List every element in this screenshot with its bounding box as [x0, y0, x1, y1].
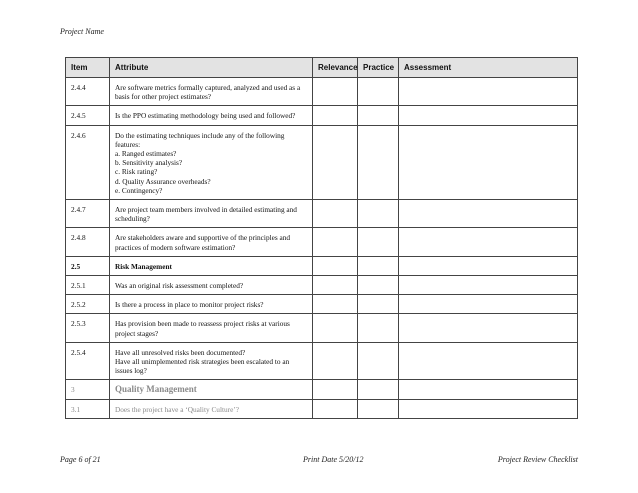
table-row [66, 295, 578, 314]
project-name-header: Project Name [60, 27, 104, 36]
relevance-cell[interactable] [313, 295, 358, 314]
item-number: 2.4.5 [66, 106, 110, 125]
item-number: 2.5.3 [66, 314, 110, 342]
attribute-text: Are software metrics formally captured, analyzed and used as a basis for other project estimates? [110, 78, 313, 106]
attribute-text: Is there a process in place to monitor project risks? [110, 295, 313, 314]
attribute-text: Are project team members involved in detailed estimating and scheduling? [110, 200, 313, 228]
practice-cell[interactable] [358, 256, 399, 275]
column-header-attribute: Attribute [110, 58, 313, 78]
print-date: Print Date 5/20/12 [303, 455, 364, 464]
practice-cell[interactable] [358, 276, 399, 295]
relevance-cell[interactable] [313, 256, 358, 275]
table-row [66, 78, 578, 106]
page-number: Page 6 of 21 [60, 455, 101, 464]
item-number: 2.4.6 [66, 125, 110, 199]
table-row [66, 399, 578, 418]
assessment-cell[interactable] [399, 106, 578, 125]
assessment-cell[interactable] [399, 380, 578, 399]
relevance-cell[interactable] [313, 125, 358, 199]
table-row [66, 125, 578, 199]
section-title: Quality Management [110, 380, 313, 399]
practice-cell[interactable] [358, 380, 399, 399]
table-row [66, 106, 578, 125]
attribute-text: Have all unresolved risks been documented? Have all unimplemented risk strategies been escalated to an issues log? [110, 342, 313, 380]
item-number: 2.4.4 [66, 78, 110, 106]
column-header-assessment: Assessment [399, 58, 578, 78]
relevance-cell[interactable] [313, 200, 358, 228]
practice-cell[interactable] [358, 295, 399, 314]
practice-cell[interactable] [358, 106, 399, 125]
assessment-cell[interactable] [399, 228, 578, 256]
table-row [66, 200, 578, 228]
item-number: 2.4.8 [66, 228, 110, 256]
table-row [66, 276, 578, 295]
attribute-text: Was an original risk assessment completed? [110, 276, 313, 295]
relevance-cell[interactable] [313, 380, 358, 399]
assessment-cell[interactable] [399, 256, 578, 275]
practice-cell[interactable] [358, 314, 399, 342]
practice-cell[interactable] [358, 228, 399, 256]
column-header-item: Item [66, 58, 110, 78]
table-header-row [66, 58, 578, 78]
section-row [66, 380, 578, 399]
document-title: Project Review Checklist [497, 455, 578, 464]
assessment-cell[interactable] [399, 342, 578, 380]
relevance-cell[interactable] [313, 228, 358, 256]
item-number: 2.5.2 [66, 295, 110, 314]
attribute-text: Do the estimating techniques include any of the following features: a. Ranged estimates? b. Sensitivity analysis? c. Risk rating? d. Quality Assurance overheads? e. Contingency? [110, 125, 313, 199]
assessment-cell[interactable] [399, 125, 578, 199]
assessment-cell[interactable] [399, 276, 578, 295]
practice-cell[interactable] [358, 200, 399, 228]
item-number: 2.5.1 [66, 276, 110, 295]
attribute-text: Does the project have a ‘Quality Culture’? [110, 399, 313, 418]
table-row [66, 314, 578, 342]
attribute-text: Are stakeholders aware and supportive of the principles and practices of modern software estimation? [110, 228, 313, 256]
section-number: 2.5 [66, 256, 110, 275]
assessment-cell[interactable] [399, 78, 578, 106]
attribute-text: Is the PPO estimating methodology being used and followed? [110, 106, 313, 125]
table-row [66, 342, 578, 380]
relevance-cell[interactable] [313, 399, 358, 418]
assessment-cell[interactable] [399, 399, 578, 418]
assessment-cell[interactable] [399, 314, 578, 342]
item-number: 2.4.7 [66, 200, 110, 228]
practice-cell[interactable] [358, 78, 399, 106]
relevance-cell[interactable] [313, 78, 358, 106]
column-header-practice: Practice [358, 58, 399, 78]
section-number: 3 [66, 380, 110, 399]
relevance-cell[interactable] [313, 314, 358, 342]
checklist-table [65, 57, 578, 419]
attribute-text: Has provision been made to reassess project risks at various project stages? [110, 314, 313, 342]
practice-cell[interactable] [358, 399, 399, 418]
relevance-cell[interactable] [313, 106, 358, 125]
practice-cell[interactable] [358, 342, 399, 380]
item-number: 3.1 [66, 399, 110, 418]
column-header-relevance: Relevance [313, 58, 358, 78]
assessment-cell[interactable] [399, 295, 578, 314]
practice-cell[interactable] [358, 125, 399, 199]
relevance-cell[interactable] [313, 276, 358, 295]
table-row [66, 228, 578, 256]
section-row [66, 256, 578, 275]
assessment-cell[interactable] [399, 200, 578, 228]
section-title: Risk Management [110, 256, 313, 275]
item-number: 2.5.4 [66, 342, 110, 380]
relevance-cell[interactable] [313, 342, 358, 380]
